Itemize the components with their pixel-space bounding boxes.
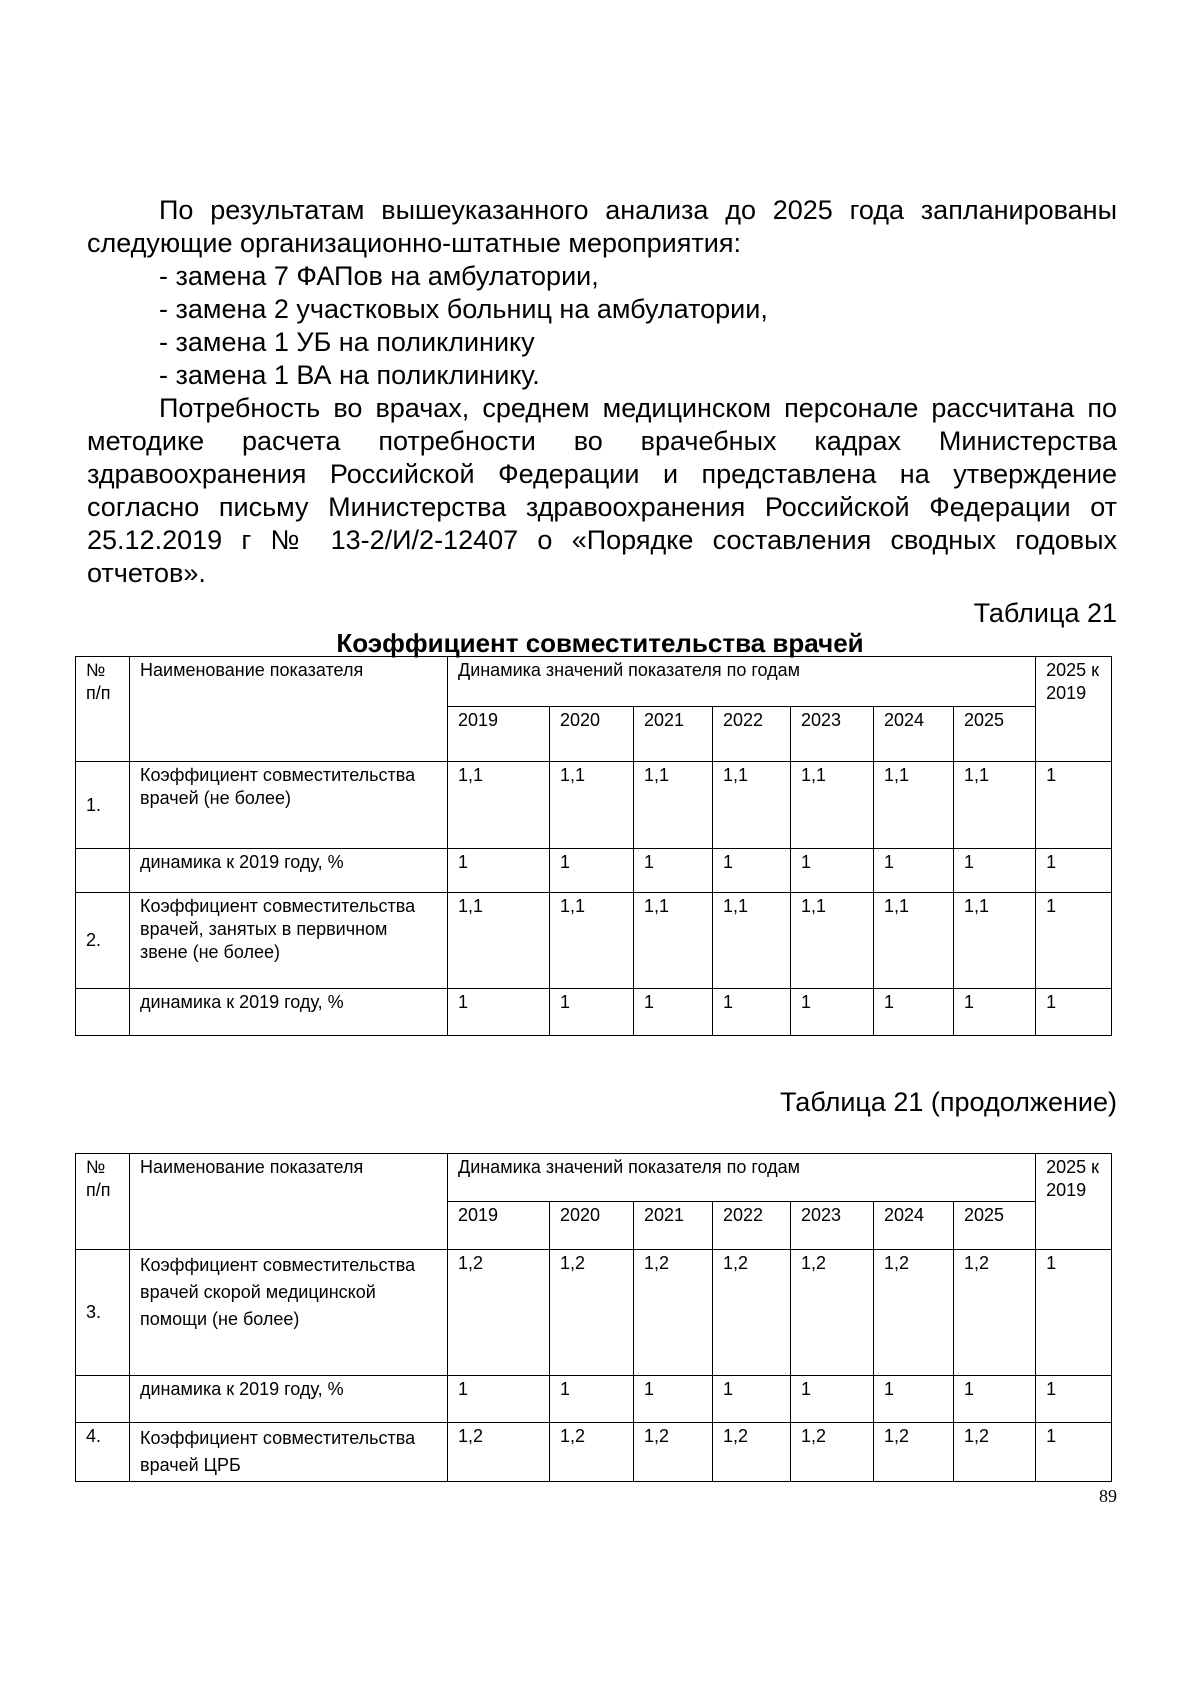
table-row <box>76 893 1112 989</box>
value-cell: 1 <box>954 989 1036 1036</box>
row-num <box>76 849 130 893</box>
ratio-cell: 1 <box>1036 1250 1112 1376</box>
row-name: динамика к 2019 году, % <box>130 849 448 893</box>
table-row <box>76 1250 1112 1376</box>
value-cell: 1,2 <box>634 1250 713 1376</box>
measures-list-item: - замена 7 ФАПов на амбулатории, <box>159 261 599 291</box>
intro-paragraph-1: По результатам вышеуказанного анализа до 2025 года запланированы следующие организационно-штатные мероприятия: <box>87 195 1117 258</box>
ratio-cell: 1 <box>1036 893 1112 989</box>
year-cell: 2019 <box>448 1202 550 1250</box>
table2 <box>75 1153 1112 1482</box>
row-name: динамика к 2019 году, % <box>130 1376 448 1423</box>
row-name: Коэффициент совместительства врачей, занятых в первичном звене (не более) <box>130 893 448 989</box>
row-name: Коэффициент совместительства врачей ЦРБ <box>130 1423 448 1482</box>
value-cell: 1,2 <box>954 1250 1036 1376</box>
value-cell: 1,1 <box>874 762 954 849</box>
value-cell: 1,2 <box>874 1423 954 1482</box>
table-row <box>76 849 1112 893</box>
ratio-cell: 1 <box>1036 989 1112 1036</box>
value-cell: 1,1 <box>448 762 550 849</box>
value-cell: 1 <box>713 1376 791 1423</box>
value-cell: 1 <box>791 989 874 1036</box>
value-cell: 1,2 <box>550 1250 634 1376</box>
value-cell: 1,1 <box>954 893 1036 989</box>
value-cell: 1 <box>448 1376 550 1423</box>
value-cell: 1,2 <box>448 1250 550 1376</box>
table2-header-row <box>76 1154 1112 1202</box>
header-name: Наименование показателя <box>130 1154 448 1250</box>
value-cell: 1,1 <box>448 893 550 989</box>
value-cell: 1,1 <box>713 893 791 989</box>
row-num: 2. <box>76 893 130 989</box>
row-name: динамика к 2019 году, % <box>130 989 448 1036</box>
measures-list-item: - замена 1 ВА на поликлинику. <box>159 360 540 390</box>
value-cell: 1,1 <box>550 762 634 849</box>
header-ratio: 2025 к 2019 <box>1036 657 1112 762</box>
value-cell: 1 <box>954 849 1036 893</box>
value-cell: 1 <box>874 1376 954 1423</box>
row-name: Коэффициент совместительства врачей скорой медицинской помощи (не более) <box>130 1250 448 1376</box>
value-cell: 1 <box>550 849 634 893</box>
row-num <box>76 1376 130 1423</box>
year-cell: 2019 <box>448 707 550 762</box>
year-cell: 2020 <box>550 1202 634 1250</box>
value-cell: 1 <box>713 849 791 893</box>
header-ratio: 2025 к 2019 <box>1036 1154 1112 1250</box>
value-cell: 1,2 <box>448 1423 550 1482</box>
year-cell: 2021 <box>634 1202 713 1250</box>
table1-caption: Таблица 21 <box>973 598 1117 628</box>
value-cell: 1,2 <box>550 1423 634 1482</box>
table-row <box>76 1376 1112 1423</box>
value-cell: 1,2 <box>634 1423 713 1482</box>
row-num <box>76 989 130 1036</box>
measures-list-item: - замена 2 участковых больниц на амбулатории, <box>159 294 768 324</box>
table1 <box>75 656 1112 1036</box>
value-cell: 1,1 <box>791 762 874 849</box>
ratio-cell: 1 <box>1036 849 1112 893</box>
row-name: Коэффициент совместительства врачей (не более) <box>130 762 448 849</box>
year-cell: 2025 <box>954 707 1036 762</box>
value-cell: 1 <box>791 849 874 893</box>
value-cell: 1 <box>634 1376 713 1423</box>
value-cell: 1 <box>713 989 791 1036</box>
table-row <box>76 1423 1112 1482</box>
table2-caption: Таблица 21 (продолжение) <box>780 1087 1117 1117</box>
header-dynamics: Динамика значений показателя по годам <box>448 657 1036 707</box>
header-num: № п/п <box>76 657 130 762</box>
value-cell: 1 <box>791 1376 874 1423</box>
year-cell: 2023 <box>791 707 874 762</box>
value-cell: 1 <box>550 989 634 1036</box>
year-cell: 2025 <box>954 1202 1036 1250</box>
year-cell: 2022 <box>713 707 791 762</box>
value-cell: 1,1 <box>713 762 791 849</box>
year-cell: 2022 <box>713 1202 791 1250</box>
year-cell: 2021 <box>634 707 713 762</box>
value-cell: 1,2 <box>874 1250 954 1376</box>
value-cell: 1 <box>550 1376 634 1423</box>
year-cell: 2024 <box>874 707 954 762</box>
header-num: № п/п <box>76 1154 130 1250</box>
value-cell: 1 <box>448 989 550 1036</box>
value-cell: 1,1 <box>550 893 634 989</box>
intro-paragraph-2: Потребность во врачах, среднем медицинском персонале рассчитана по методике расчета потребности во врачебных кадрах Министерства здравоохранения Российской Федерации и представлена на утверждение согласно письму Министерства здравоохранения Российской Федерации от 25.12.2019 г № 13-2/И/2-12407 о «Порядке составления сводных годовых отчетов». <box>87 393 1117 588</box>
value-cell: 1 <box>448 849 550 893</box>
value-cell: 1,2 <box>713 1250 791 1376</box>
value-cell: 1 <box>874 849 954 893</box>
value-cell: 1 <box>874 989 954 1036</box>
value-cell: 1,2 <box>791 1250 874 1376</box>
value-cell: 1 <box>634 989 713 1036</box>
ratio-cell: 1 <box>1036 762 1112 849</box>
table1-header-row <box>76 657 1112 707</box>
page-number: 89 <box>1099 1486 1117 1506</box>
measures-list <box>87 260 1117 392</box>
value-cell: 1,1 <box>791 893 874 989</box>
value-cell: 1,2 <box>791 1423 874 1482</box>
value-cell: 1 <box>634 849 713 893</box>
header-name: Наименование показателя <box>130 657 448 762</box>
ratio-cell: 1 <box>1036 1423 1112 1482</box>
table1-title: Коэффициент совместительства врачей <box>336 628 864 658</box>
table-row <box>76 762 1112 849</box>
header-dynamics: Динамика значений показателя по годам <box>448 1154 1036 1202</box>
value-cell: 1,1 <box>954 762 1036 849</box>
year-cell: 2023 <box>791 1202 874 1250</box>
row-num: 3. <box>76 1250 130 1376</box>
intro-text <box>87 194 1117 590</box>
measures-list-item: - замена 1 УБ на поликлинику <box>159 327 535 357</box>
row-num: 1. <box>76 762 130 849</box>
ratio-cell: 1 <box>1036 1376 1112 1423</box>
row-num: 4. <box>76 1423 130 1482</box>
value-cell: 1,1 <box>874 893 954 989</box>
value-cell: 1,2 <box>954 1423 1036 1482</box>
value-cell: 1,1 <box>634 762 713 849</box>
table-row <box>76 989 1112 1036</box>
value-cell: 1 <box>954 1376 1036 1423</box>
value-cell: 1,2 <box>713 1423 791 1482</box>
year-cell: 2024 <box>874 1202 954 1250</box>
year-cell: 2020 <box>550 707 634 762</box>
value-cell: 1,1 <box>634 893 713 989</box>
